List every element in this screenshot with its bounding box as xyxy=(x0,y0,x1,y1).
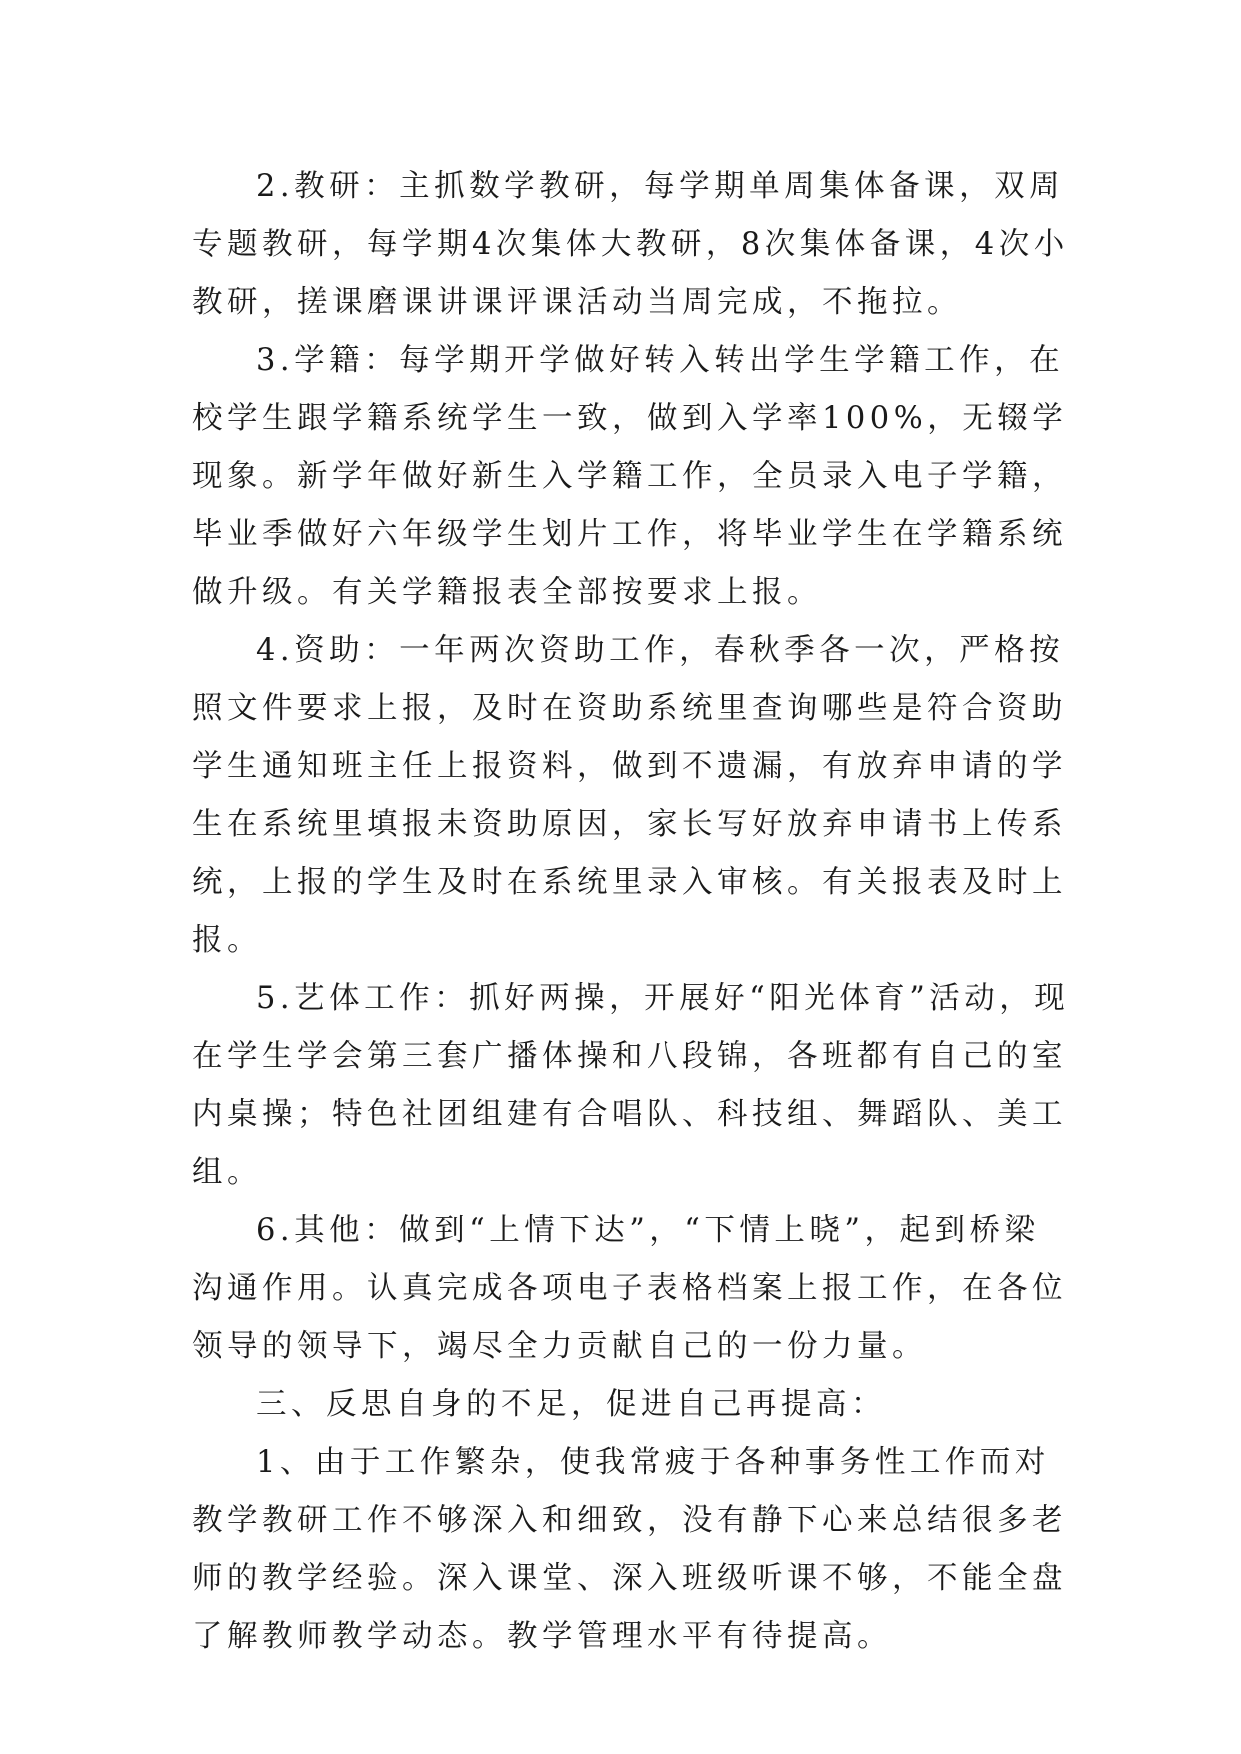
section-heading-reflection: 三、反思自身的不足，促进自己再提高： xyxy=(256,1387,886,1422)
paragraph-arts-sports: 5.艺体工作：抓好两操，开展好“阳光体育”活动，现在学生学会第三套广播体操和八段锦，各班都有自己的室内桌操；特色社团组建有合唱队、科技组、舞蹈队、美工组。 xyxy=(192,981,1070,1190)
paragraph-other: 6.其他：做到“上情下达”，“下情上晓”，起到桥梁沟通作用。认真完成各项电子表格档案上报工作，在各位领导的领导下，竭尽全力贡献自己的一份力量。 xyxy=(192,1213,1067,1364)
paragraph-teaching-research: 2.教研：主抓数学教研，每学期单周集体备课，双周专题教研，每学期4次集体大教研，8次集体备课，4次小教研，搓课磨课讲课评课活动当周完成，不拖拉。 xyxy=(192,169,1069,320)
paragraph-financial-aid: 4.资助：一年两次资助工作，春秋季各一次，严格按照文件要求上报，及时在资助系统里查询哪些是符合资助学生通知班主任上报资料，做到不遗漏，有放弃申请的学生在系统里填报未资助原因，家长写好放弃申请书上传系统，上报的学生及时在系统里录入审核。有关报表及时上报。 xyxy=(192,633,1067,958)
paragraph-shortcoming-1: 1、由于工作繁杂，使我常疲于各种事务性工作而对教学教研工作不够深入和细致，没有静下心来总结很多老师的教学经验。深入课堂、深入班级听课不够，不能全盘了解教师教学动态。教学管理水平有待提高。 xyxy=(192,1445,1067,1654)
document-page xyxy=(192,158,1072,1666)
paragraph-student-registration: 3.学籍：每学期开学做好转入转出学生学籍工作，在校学生跟学籍系统学生一致，做到入学率100%，无辍学现象。新学年做好新生入学籍工作，全员录入电子学籍，毕业季做好六年级学生划片工作，将毕业学生在学籍系统做升级。有关学籍报表全部按要求上报。 xyxy=(192,343,1068,610)
